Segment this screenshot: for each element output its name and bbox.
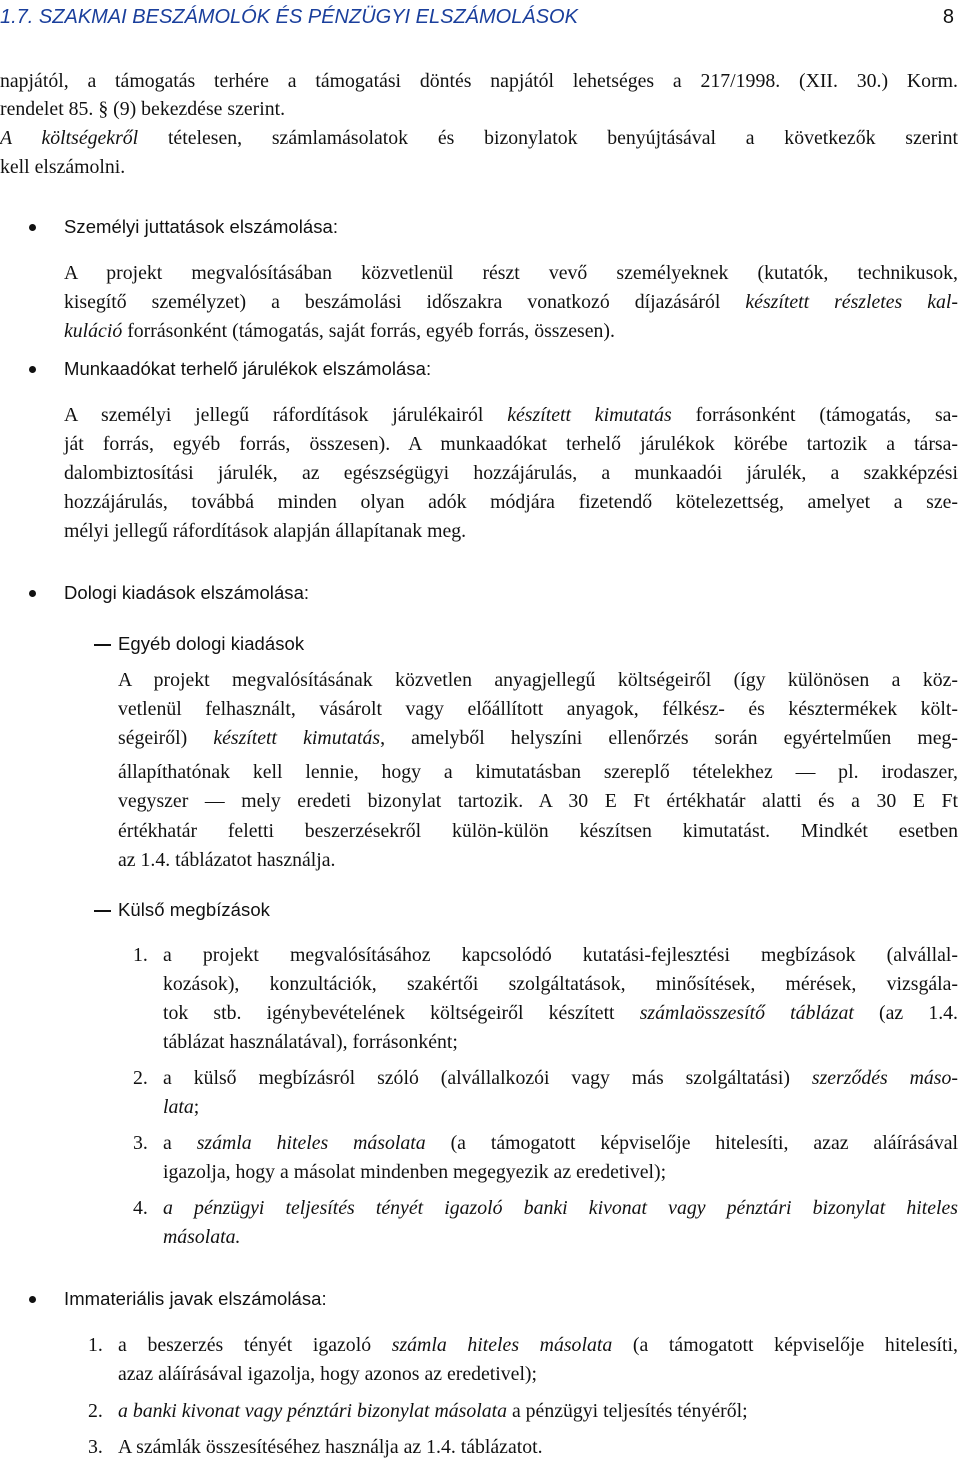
- intro-line-1: napjától, a támogatás terhére a támogatási döntés napjától lehetséges a 217/1998. (XII. 30.) Korm.: [0, 70, 958, 92]
- sub1-emphasis: készített kimutatás: [213, 727, 381, 749]
- ext1-emphasis: számlaösszesítő táblázat: [639, 1002, 854, 1024]
- int1-line-1a: a beszerzés tényét igazoló: [118, 1334, 372, 1356]
- page-number: 8: [942, 6, 954, 28]
- sub1-line-5: vegyszer — mely eredeti bizonylat tartozik. A 30 E Ft értékhatár alatti és a 30 E Ft: [118, 790, 958, 812]
- section1-emphasis-2: kuláció: [64, 320, 123, 342]
- bullet-icon: [29, 366, 36, 373]
- ext3-line-2: igazolja, hogy a másolat mindenben megegyezik az eredetivel);: [163, 1161, 667, 1183]
- ext1-line-2: kozások), konzultációk, szakértői szolgáltatások, minősítések, mérések, vizsgála-: [163, 973, 958, 995]
- ext2-emphasis: szerződés máso-: [811, 1067, 958, 1089]
- int1-line-1b: (a támogatott képviselője hitelesíti,: [632, 1334, 958, 1356]
- section2-line-4: hozzájárulás, továbbá minden olyan adók módjára fizetendő kötelezettség, amelyet a sze-: [64, 491, 958, 513]
- section-heading-contributions: Munkaadókat terhelő járulékok elszámolása:: [64, 358, 432, 379]
- section-heading-personal: Személyi juttatások elszámolása:: [64, 216, 339, 237]
- sub1-line-7: az 1.4. táblázatot használja.: [118, 849, 336, 871]
- ext2-emphasis-2: lata: [163, 1096, 194, 1118]
- running-header: [0, 2, 958, 32]
- ext4-line-1: a pénzügyi teljesítés tényét igazoló banki kivonat vagy pénztári bizonylat hiteles: [163, 1197, 958, 1219]
- ext2-line-1: [163, 1063, 958, 1093]
- dash-icon: [94, 644, 111, 646]
- ext4-line-2: másolata.: [163, 1226, 241, 1248]
- section1-line-3: [64, 316, 615, 346]
- section1-line-2-text: kisegítő személyzet) a beszámolási időszakra vonatkozó díjazásáról: [64, 291, 721, 313]
- intro-line-3: [0, 123, 958, 153]
- section-heading-intangible: Immateriális javak elszámolása:: [64, 1288, 327, 1309]
- ext3-emphasis: számla hiteles másolata: [196, 1132, 426, 1154]
- ext2-line-1a: a külső megbízásról szóló (alvállalkozói vagy más szolgáltatási): [163, 1067, 790, 1089]
- section-heading-material: Dologi kiadások elszámolása:: [64, 582, 310, 603]
- section2-line-1b: forrásonként (támogatás, sa-: [695, 404, 959, 426]
- section1-line-1: A projekt megvalósításában közvetlenül részt vevő személyeknek (kutatók, technikusok,: [64, 262, 958, 284]
- int3-line-1: A számlák összesítéséhez használja az 1.4. táblázatot.: [118, 1436, 543, 1458]
- ext3-line-1a: a: [163, 1132, 172, 1154]
- ext3-line-1: [163, 1128, 958, 1158]
- list-item-number: 1.: [133, 944, 148, 966]
- sub1-line-4: állapíthatónak kell lennie, hogy a kimutatásban szereplő tételekhez — pl. irodaszer,: [118, 761, 958, 783]
- ext1-line-3b: (az 1.4.: [879, 1002, 959, 1024]
- ext2-line-2b: ;: [193, 1096, 200, 1118]
- section2-line-5: mélyi jellegű ráfordítások alapján állapítanak meg.: [64, 520, 467, 542]
- intro-line-3-text: tételesen, számlamásolatok és bizonylatok benyújtásával a következők szerint: [167, 127, 958, 149]
- list-item-number: 2.: [133, 1067, 148, 1089]
- int2-emphasis: a banki kivonat vagy pénztári bizonylat másolata: [118, 1400, 507, 1422]
- list-item-number: 1.: [88, 1334, 103, 1356]
- list-item-number: 3.: [133, 1132, 148, 1154]
- ext1-line-1: a projekt megvalósításához kapcsolódó kutatási-fejlesztési megbízások (alvállal-: [163, 944, 958, 966]
- section2-line-1a: A személyi jellegű ráfordítások járulékairól: [64, 404, 484, 426]
- sub1-line-1: A projekt megvalósításának közvetlen anyagjellegű költségeiről (így különösen a köz-: [118, 669, 958, 691]
- section1-line-3-text: forrásonként (támogatás, saját forrás, egyéb forrás, összesen).: [127, 320, 615, 342]
- int1-emphasis: számla hiteles másolata: [391, 1334, 613, 1356]
- intro-emphasis: A költségekről: [0, 127, 139, 149]
- ext2-line-2: [163, 1092, 199, 1122]
- sub1-line-6: értékhatár feletti beszerzésekről külön-külön készítsen kimutatást. Mindkét esetben: [118, 820, 958, 842]
- ext1-line-4: táblázat használatával), forrásonként;: [163, 1031, 458, 1053]
- intro-line-4: kell elszámolni.: [0, 156, 126, 178]
- int2-line-1: [118, 1396, 748, 1426]
- int2-line-1b: a pénzügyi teljesítés tényéről;: [511, 1400, 748, 1422]
- dash-icon: [94, 910, 111, 912]
- list-item-number: 2.: [88, 1400, 103, 1422]
- bullet-icon: [29, 590, 36, 597]
- ext3-line-1b: (a támogatott képviselője hitelesíti, azaz aláírásával: [450, 1132, 958, 1154]
- ext1-line-3a: tok stb. igénybevételének költségeiről készített: [163, 1002, 615, 1024]
- sub1-line-3b: , amelyből helyszíni ellenőrzés során egyértelműen meg-: [380, 727, 958, 749]
- header-title: 1.7. SZAKMAI BESZÁMOLÓK ÉS PÉNZÜGYI ELSZÁMOLÁSOK: [0, 6, 578, 28]
- list-item-number: 4.: [133, 1197, 148, 1219]
- sub1-line-2: vetlenül felhasznált, vásárolt vagy előállított anyagok, félkész- és késztermékek költ-: [118, 698, 958, 720]
- int1-line-2: azaz aláírásával igazolja, hogy azonos az eredetivel);: [118, 1363, 538, 1385]
- bullet-icon: [29, 224, 36, 231]
- sub1-line-3: [118, 723, 958, 753]
- ext1-line-3: [163, 998, 958, 1028]
- section2-emphasis: készített kimutatás: [507, 404, 672, 426]
- intro-line-2: rendelet 85. § (9) bekezdése szerint.: [0, 98, 286, 120]
- section1-line-2: [64, 287, 958, 317]
- subsection-heading-other-material: Egyéb dologi kiadások: [118, 633, 305, 654]
- list-item-number: 3.: [88, 1436, 103, 1458]
- int1-line-1: [118, 1330, 958, 1360]
- sub1-line-3a: ségeiről): [118, 727, 188, 749]
- section2-line-2: ját forrás, egyéb forrás, összesen). A munkaadókat terhelő járulékok körébe tartozik a társa-: [64, 433, 958, 455]
- section1-emphasis: készített részletes kal-: [745, 291, 958, 313]
- bullet-icon: [29, 1296, 36, 1303]
- section2-line-1: [64, 400, 958, 430]
- subsection-heading-external: Külső megbízások: [118, 899, 270, 920]
- section2-line-3: dalombiztosítási járulék, az egészségügyi hozzájárulás, a munkaadói járulék, a szakképzési: [64, 462, 958, 484]
